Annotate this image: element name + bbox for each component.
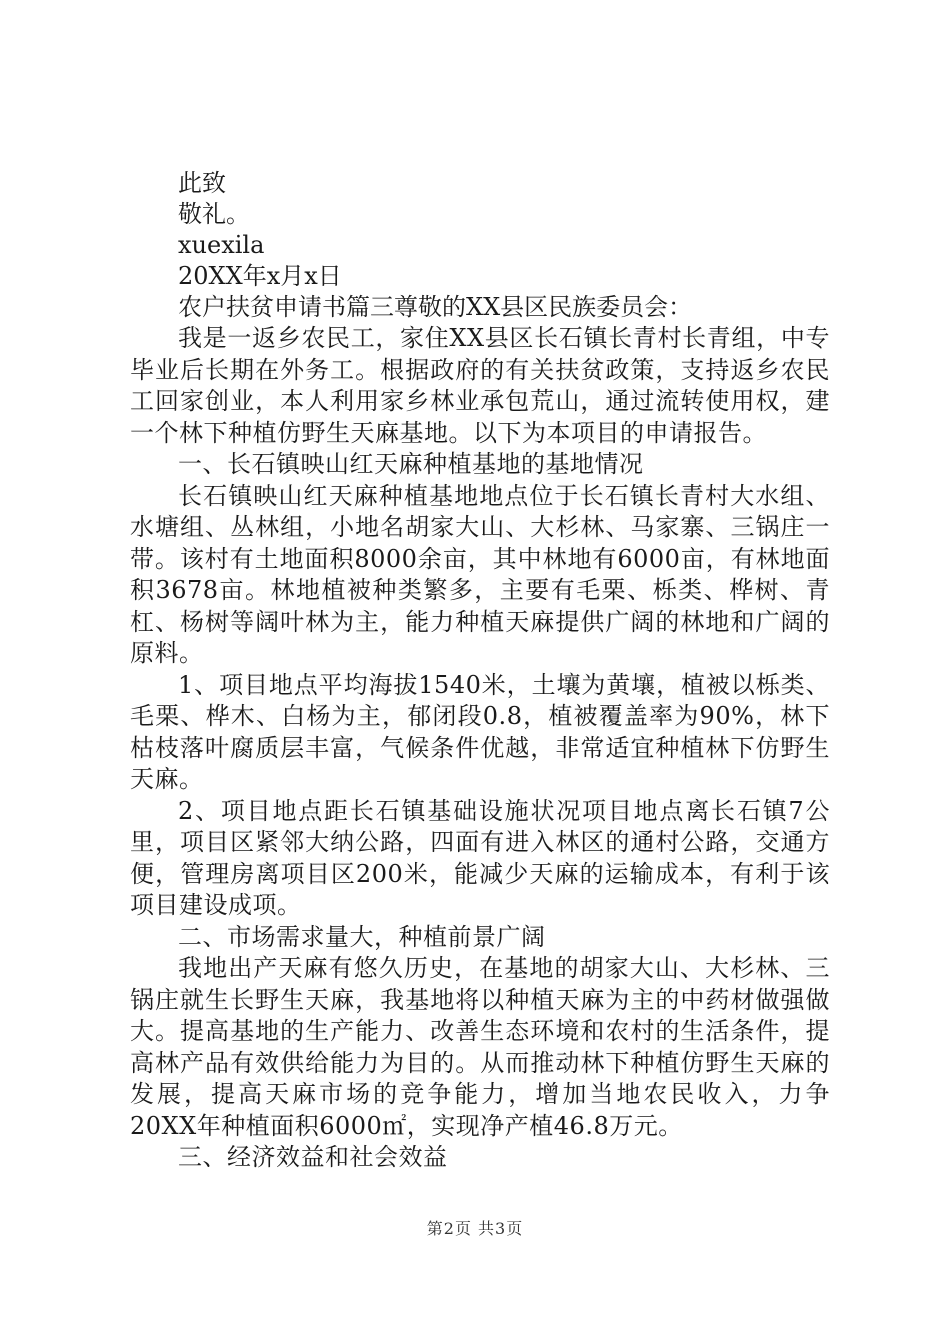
document-date: 20XX年x月x日 bbox=[178, 262, 342, 290]
paragraph-item-1: 1、项目地点平均海拔1540米，土壤为黄壤，植被以栎类、毛栗、桦木、白杨为主，郁闭段0.8，植被覆盖率为90%，林下枯枝落叶腐质层丰富，气候条件优越，非常适宜种植林下仿野生天麻。 bbox=[130, 670, 830, 793]
heading-2: 二、市场需求量大，种植前景广阔 bbox=[178, 922, 546, 951]
section-title: 农户扶贫申请书篇三尊敬的XX县区民族委员会： bbox=[178, 293, 693, 321]
page-footer: 第2页 共3页 bbox=[426, 1219, 524, 1238]
signer-name: xuexila bbox=[178, 231, 265, 259]
paragraph-market: 我地出产天麻有悠久历史，在基地的胡家大山、大杉林、三锅庄就生长野生天麻，我基地将以种植天麻为主的中药材做强做大。提高基地的生产能力、改善生态环境和农村的生活条件，提高林产品有效供给能力为目的。从而推动林下种植仿野生天麻的发展，提高天麻市场的竞争能力，增加当地农民收入，力争20XX年种植面积6000㎡，实现净产植46.8万元。 bbox=[130, 954, 830, 1140]
closing-line-2: 敬礼。 bbox=[178, 200, 250, 228]
paragraph-intro: 我是一返乡农民工，家住XX县区长石镇长青村长青组，中专毕业后长期在外务工。根据政府的有关扶贫政策，支持返乡农民工回家创业，本人利用家乡林业承包荒山，通过流转使用权，建一个林下种植仿野生天麻基地。以下为本项目的申请报告。 bbox=[130, 324, 830, 447]
paragraph-item-2: 2、项目地点距长石镇基础设施状况项目地点离长石镇7公里，项目区紧邻大纳公路，四面有进入林区的通村公路，交通方便，管理房离项目区200米，能减少天麻的运输成本，有利于该项目建设成项。 bbox=[130, 796, 830, 919]
paragraph-base-info: 长石镇映山红天麻种植基地地点位于长石镇长青村大水组、水塘组、丛林组，小地名胡家大山、大杉林、马家寨、三锅庄一带。该村有土地面积8000余亩，其中林地有6000亩，有林地面积3678亩。林地植被种类繁多，主要有毛栗、栎类、桦树、青杠、杨树等阔叶林为主，能力种植天麻提供广阔的林地和广阔的原料。 bbox=[130, 481, 830, 667]
closing-line-1: 此致 bbox=[178, 169, 226, 197]
heading-3: 三、经济效益和社会效益 bbox=[178, 1143, 448, 1171]
heading-1: 一、长石镇映山红天麻种植基地的基地情况 bbox=[178, 450, 644, 478]
document-body bbox=[130, 168, 830, 1174]
